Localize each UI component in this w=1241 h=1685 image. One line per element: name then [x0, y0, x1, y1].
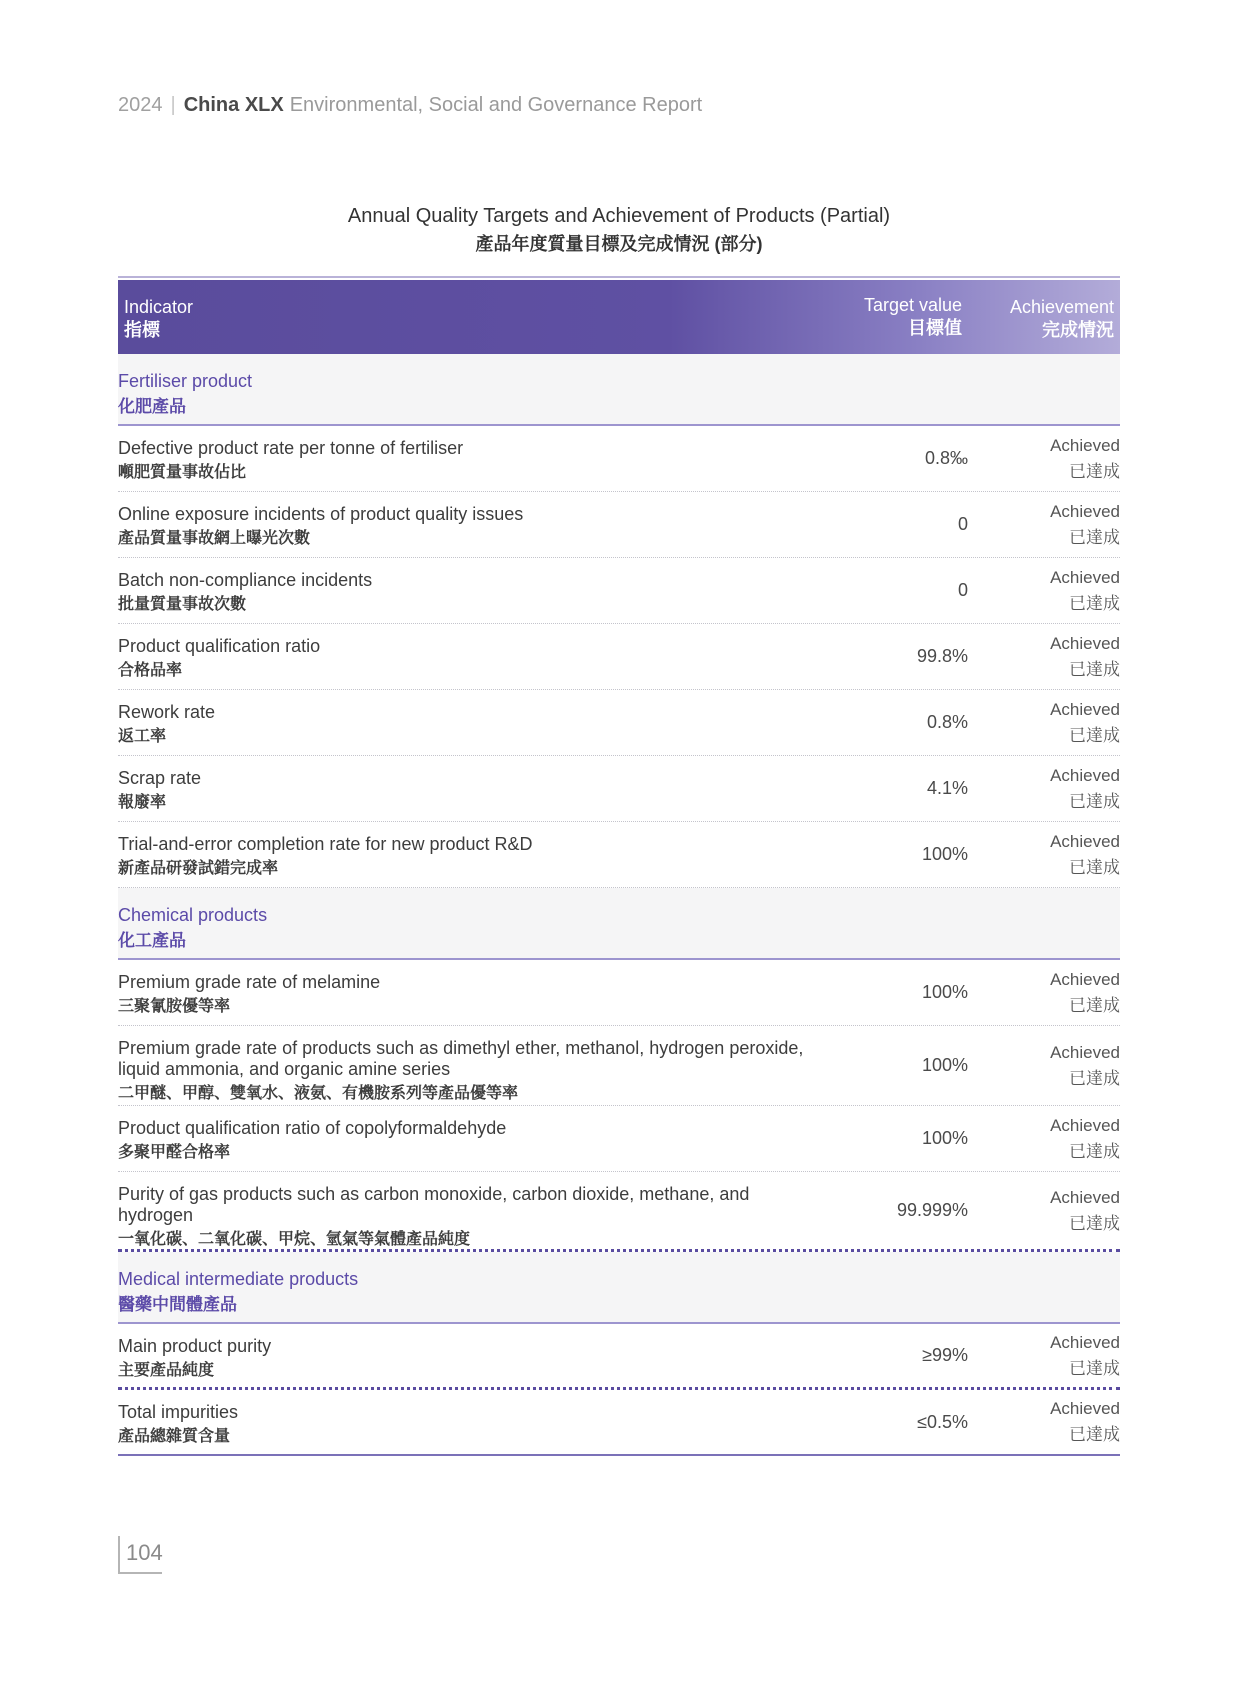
- achievement-cell: [968, 558, 1120, 623]
- achievement-en: Achieved: [1050, 1042, 1120, 1062]
- company-name: China XLX: [183, 94, 284, 116]
- column-header-indicator: [118, 280, 808, 354]
- indicator-cell: [118, 1026, 808, 1105]
- achievement-zh: 已達成: [1069, 461, 1120, 481]
- table-row: [118, 1172, 1120, 1252]
- indicator-zh: 主要產品純度: [118, 1362, 215, 1379]
- indicator-zh: 二甲醚、甲醇、雙氧水、液氨、有機胺系列等產品優等率: [118, 1085, 519, 1102]
- achievement-en: Achieved: [1050, 699, 1120, 719]
- achievement-en: Achieved: [1050, 1187, 1120, 1207]
- target-value-cell: 0.8%: [926, 712, 968, 732]
- table-row: [118, 426, 1120, 492]
- section-name-zh: 化工產品: [118, 931, 186, 950]
- achievement-zh: 已達成: [1069, 1141, 1120, 1161]
- indicator-cell: [118, 1390, 808, 1454]
- indicator-en: Scrap rate: [118, 768, 202, 788]
- achievement-cell: [968, 756, 1120, 821]
- target-value-cell: 99.8%: [916, 646, 968, 666]
- section-name-en: Medical intermediate products: [118, 1269, 359, 1289]
- indicator-en: Purity of gas products such as carbon monoxide, carbon dioxide, methane, and hydrogen: [118, 1184, 750, 1225]
- achievement-en: Achieved: [1050, 831, 1120, 851]
- indicator-cell: [118, 1172, 808, 1249]
- indicator-zh: 批量質量事故次數: [118, 596, 247, 613]
- indicator-zh: 產品總雜質含量: [118, 1428, 231, 1445]
- indicator-cell: [118, 492, 808, 557]
- column-header-achievement-zh: 完成情況: [1042, 320, 1114, 340]
- indicator-en: Product qualification ratio of copolyformaldehyde: [118, 1118, 507, 1138]
- indicator-en: Trial-and-error completion rate for new product R&D: [118, 834, 533, 854]
- header-separator: |: [170, 94, 176, 116]
- report-title: Environmental, Social and Governance Report: [289, 94, 703, 116]
- table-row: [118, 960, 1120, 1026]
- page-number: 104: [118, 1536, 162, 1574]
- achievement-zh: 已達成: [1069, 857, 1120, 877]
- table-row: [118, 1324, 1120, 1390]
- table-row: [118, 492, 1120, 558]
- indicator-zh: 一氧化碳、二氧化碳、甲烷、氫氣等氣體產品純度: [118, 1231, 471, 1248]
- column-header-achievement: [968, 280, 1120, 354]
- achievement-cell: [968, 1026, 1120, 1105]
- column-header-indicator-zh: 指標: [124, 320, 160, 340]
- achievement-en: Achieved: [1050, 501, 1120, 521]
- indicator-zh: 產品質量事故網上曝光次數: [118, 530, 311, 547]
- achievement-en: Achieved: [1050, 969, 1120, 989]
- achievement-cell: [968, 1390, 1120, 1454]
- target-value-cell: 0: [957, 580, 968, 600]
- indicator-zh: 合格品率: [118, 662, 183, 679]
- target-value-cell: 4.1%: [926, 778, 968, 798]
- achievement-en: Achieved: [1050, 633, 1120, 653]
- indicator-zh: 多聚甲醛合格率: [118, 1144, 231, 1161]
- section-header: [118, 888, 1120, 960]
- achievement-zh: 已達成: [1069, 725, 1120, 745]
- indicator-cell: [118, 756, 808, 821]
- indicator-cell: [118, 558, 808, 623]
- indicator-zh: 三聚氰胺優等率: [118, 998, 231, 1015]
- indicator-en: Premium grade rate of melamine: [118, 972, 381, 992]
- table-title-en: Annual Quality Targets and Achievement of Products (Partial): [347, 205, 891, 227]
- table-row: [118, 1390, 1120, 1456]
- achievement-zh: 已達成: [1069, 593, 1120, 613]
- indicator-zh: 噸肥質量事故佔比: [118, 464, 247, 481]
- column-header-target: [808, 280, 968, 354]
- achievement-cell: [968, 426, 1120, 491]
- indicator-en: Product qualification ratio: [118, 636, 321, 656]
- achievement-zh: 已達成: [1069, 1358, 1120, 1378]
- indicator-cell: [118, 624, 808, 689]
- achievement-cell: [968, 690, 1120, 755]
- achievement-zh: 已達成: [1069, 995, 1120, 1015]
- indicator-cell: [118, 1324, 808, 1387]
- target-value-cell: ≤0.5%: [917, 1411, 968, 1432]
- achievement-cell: [968, 1324, 1120, 1387]
- table-row: [118, 624, 1120, 690]
- achievement-cell: [968, 624, 1120, 689]
- target-value-cell: 0.8‰: [924, 448, 968, 468]
- target-value-cell: 100%: [921, 1055, 968, 1075]
- section-header: [118, 1252, 1120, 1324]
- achievement-en: Achieved: [1050, 567, 1120, 587]
- achievement-en: Achieved: [1050, 1115, 1120, 1135]
- indicator-en: Batch non-compliance incidents: [118, 570, 373, 590]
- indicator-cell: [118, 960, 808, 1025]
- indicator-en: Total impurities: [118, 1402, 239, 1422]
- column-header-indicator-en: Indicator: [124, 297, 194, 317]
- table-row: [118, 822, 1120, 888]
- section-name-zh: 化肥產品: [118, 397, 186, 416]
- achievement-en: Achieved: [1050, 1332, 1120, 1352]
- target-value-cell: ≥99%: [922, 1345, 968, 1365]
- achievement-en: Achieved: [1050, 1399, 1120, 1418]
- table-row: [118, 690, 1120, 756]
- target-value-cell: 0: [957, 514, 968, 534]
- table-header: [118, 280, 1120, 354]
- column-header-achievement-en: Achievement: [1009, 297, 1114, 317]
- achievement-cell: [968, 960, 1120, 1025]
- indicator-en: Rework rate: [118, 702, 216, 722]
- achievement-zh: 已達成: [1069, 791, 1120, 811]
- table-row: [118, 1106, 1120, 1172]
- section-name-zh: 醫藥中間體產品: [118, 1295, 237, 1314]
- achievement-zh: 已達成: [1069, 1425, 1120, 1444]
- section-name-en: Fertiliser product: [118, 371, 253, 391]
- indicator-zh: 新產品研發試錯完成率: [118, 860, 279, 877]
- section-header: [118, 354, 1120, 426]
- achievement-zh: 已達成: [1069, 659, 1120, 679]
- achievement-zh: 已達成: [1069, 527, 1120, 547]
- achievement-zh: 已達成: [1069, 1068, 1120, 1088]
- section-name-en: Chemical products: [118, 905, 268, 925]
- achievement-cell: [968, 1172, 1120, 1249]
- table-top-rule: [118, 276, 1120, 278]
- achievement-zh: 已達成: [1069, 1213, 1120, 1233]
- achievement-cell: [968, 1106, 1120, 1171]
- table-row: [118, 756, 1120, 822]
- column-header-target-zh: 目標值: [908, 318, 962, 338]
- table-row: [118, 1026, 1120, 1106]
- target-value-cell: 100%: [921, 982, 968, 1002]
- indicator-cell: [118, 1106, 808, 1171]
- table-title: [118, 205, 1120, 256]
- target-value-cell: 100%: [921, 1128, 968, 1148]
- indicator-en: Premium grade rate of products such as dimethyl ether, methanol, hydrogen peroxide, liquid ammonia, and organic amine series: [118, 1038, 804, 1079]
- column-header-target-en: Target value: [863, 295, 962, 315]
- running-header: [118, 94, 702, 117]
- achievement-cell: [968, 822, 1120, 887]
- indicator-en: Defective product rate per tonne of fertiliser: [118, 438, 464, 458]
- indicator-en: Online exposure incidents of product quality issues: [118, 504, 524, 524]
- table-row: [118, 558, 1120, 624]
- achievement-cell: [968, 492, 1120, 557]
- indicator-cell: [118, 690, 808, 755]
- indicator-en: Main product purity: [118, 1336, 272, 1356]
- indicator-zh: 報廢率: [118, 794, 167, 811]
- target-value-cell: 99.999%: [896, 1200, 968, 1220]
- report-year: 2024: [118, 94, 163, 116]
- target-value-cell: 100%: [921, 844, 968, 864]
- achievement-en: Achieved: [1050, 435, 1120, 455]
- indicator-cell: [118, 822, 808, 887]
- achievement-en: Achieved: [1050, 765, 1120, 785]
- table-title-zh: 產品年度質量目標及完成情況 (部分): [475, 234, 763, 254]
- quality-targets-table: [118, 276, 1120, 1456]
- table-body: [118, 354, 1120, 1456]
- indicator-cell: [118, 426, 808, 491]
- indicator-zh: 返工率: [118, 728, 167, 745]
